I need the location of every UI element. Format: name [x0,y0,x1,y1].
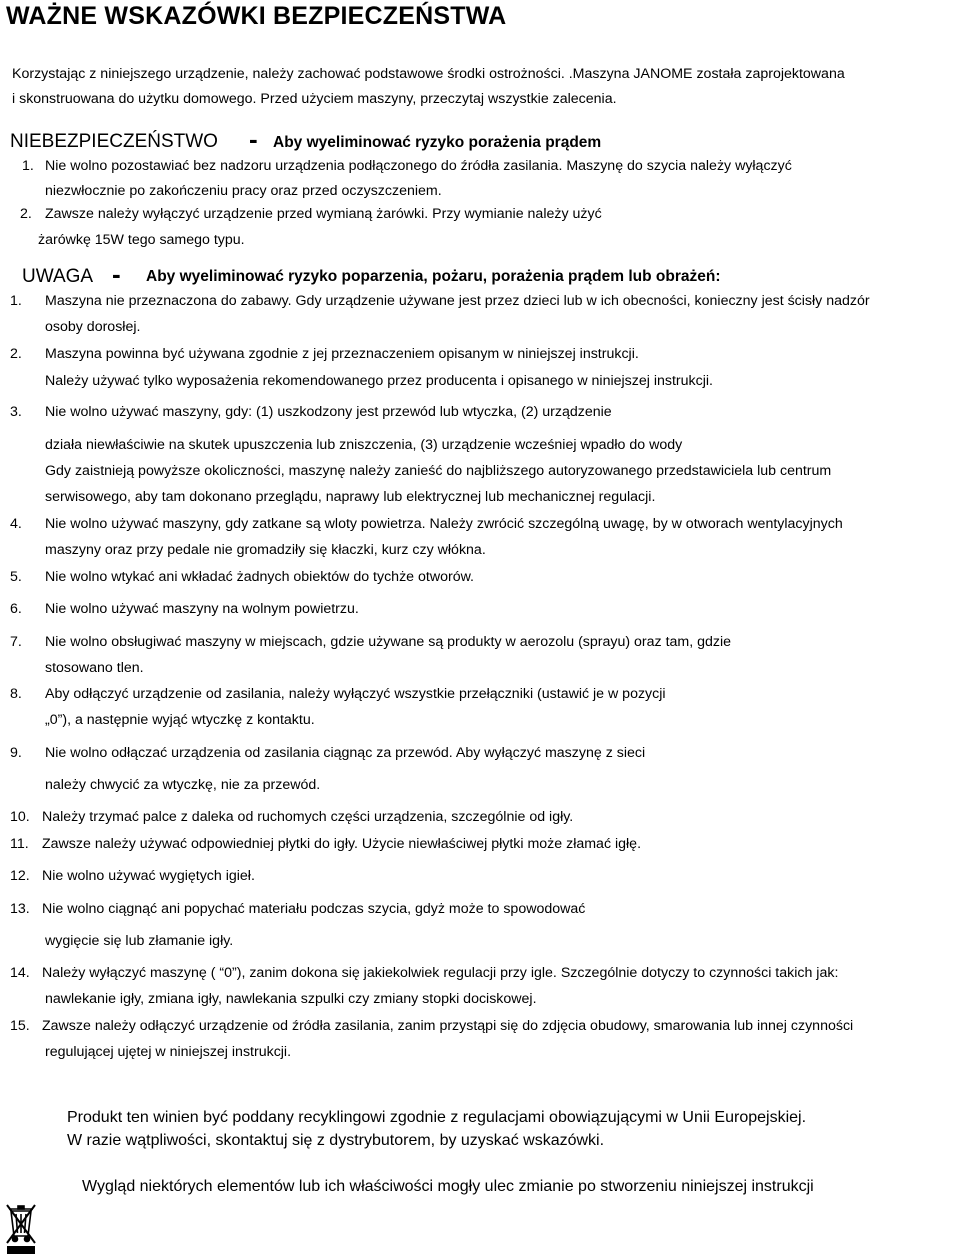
warning-item-2-num: 2. [10,346,22,362]
danger-item-1-line-1: Nie wolno pozostawiać bez nadzoru urządzenia podłączonego do źródła zasilania. Maszynę do szycia należy wyłączyć [45,158,792,174]
warning-item-9-line-2: należy chwycić za wtyczkę, nie za przewód. [45,777,321,793]
danger-item-2-line-1: Zawsze należy wyłączyć urządzenie przed wymianą żarówki. Przy wymianie należy użyć [45,206,602,222]
danger-subtitle: Aby wyeliminować ryzyko porażenia prądem [273,134,602,151]
warning-item-6-num: 6. [10,601,22,617]
warning-item-3-num: 3. [10,404,22,420]
danger-item-1-num: 1. [22,158,34,174]
warning-item-8-num: 8. [10,686,22,702]
warning-item-8-line-2: „0”), a następnie wyjąć wtyczkę z kontaktu. [45,712,315,728]
warning-item-14-line-1: Należy wyłączyć maszynę ( “0”), zanim dokona się jakiekolwiek regulacji przy igle. Szczególnie dotyczy to czynności takich jak: [42,965,839,981]
warning-item-3-line-4: serwisowego, aby tam dokonano przeglądu, naprawy lub elektrycznej lub mechanicznej regulacji. [45,489,656,505]
danger-item-1-line-2: niezwłocznie po zakończeniu pracy oraz przed oczyszczeniem. [45,183,442,199]
intro-line-2: i skonstruowana do użytku domowego. Przed użyciem maszyny, przeczytaj wszystkie zalecenia. [12,91,617,107]
warning-item-14-line-2: nawlekanie igły, zmiana igły, nawlekania szpulki czy zmiany stopki dociskowej. [45,991,537,1007]
warning-label: UWAGA [22,266,94,287]
warning-dash: - [112,259,121,289]
warning-item-1-line-1: Maszyna nie przeznaczona do zabawy. Gdy urządzenie używane jest przez dzieci lub w ich obecności, konieczny jest ścisły nadzór [45,293,870,309]
warning-item-1-line-2: osoby dorosłej. [45,319,141,335]
warning-item-4-num: 4. [10,516,22,532]
warning-item-11-num: 11. [10,836,29,852]
warning-subtitle: Aby wyeliminować ryzyko poparzenia, pożaru, porażenia prądem lub obrażeń: [146,268,721,285]
warning-item-13-line-2: wygięcie się lub złamanie igły. [45,933,234,949]
page-title: WAŻNE WSKAZÓWKI BEZPIECZEŃSTWA [6,2,507,30]
warning-item-4-line-1: Nie wolno używać maszyny, gdy zatkane są wloty powietrza. Należy zwrócić szczególną uwagę, by w otworach wentylacyjnych [45,516,843,532]
warning-item-11-line-1: Zawsze należy używać odpowiedniej płytki do igły. Użycie niewłaściwej płytki może złamać igłę. [42,836,642,852]
warning-item-7-line-2: stosowano tlen. [45,660,144,676]
warning-item-5-num: 5. [10,569,22,585]
warning-item-15-num: 15. [10,1018,30,1034]
warning-item-7-line-1: Nie wolno obsługiwać maszyny w miejscach, gdzie używane są produkty w aerozolu (sprayu) oraz tam, gdzie [45,634,732,650]
warning-item-7-num: 7. [10,634,22,650]
warning-item-9-num: 9. [10,745,22,761]
recycling-note-line-2: W razie wątpliwości, skontaktuj się z dystrybutorem, by uzyskać wskazówki. [67,1132,605,1149]
warning-item-1-num: 1. [10,293,22,309]
crossed-out-wheelie-bin-icon [5,1200,37,1254]
warning-item-4-line-2: maszyny oraz przy pedale nie gromadziły się kłaczki, kurz czy włókna. [45,542,486,558]
warning-item-15-line-1: Zawsze należy odłączyć urządzenie od źródła zasilania, zanim przystąpi się do zdjęcia obudowy, smarowania lub innej czynności [42,1018,854,1034]
danger-label: NIEBEZPIECZEŃSTWO [10,131,218,152]
recycling-note-line-1: Produkt ten winien być poddany recyklingowi zgodnie z regulacjami obowiązującymi w Unii Europejskiej. [67,1109,807,1126]
warning-item-9-line-1: Nie wolno odłączać urządzenia od zasilania ciągnąc za przewód. Aby wyłączyć maszynę z sieci [45,745,646,761]
warning-item-5-line-1: Nie wolno wtykać ani wkładać żadnych obiektów do tychże otworów. [45,569,474,585]
danger-dash: - [249,124,258,154]
intro-line-1: Korzystając z niniejszego urządzenie, należy zachować podstawowe środki ostrożności. .Maszyna JANOME została zaprojektowana [12,66,845,82]
warning-item-13-line-1: Nie wolno ciągnąć ani popychać materiału podczas szycia, gdyż może to spowodować [42,901,586,917]
warning-item-14-num: 14. [10,965,30,981]
warning-item-3-line-3: Gdy zaistnieją powyższe okoliczności, maszynę należy zanieść do najbliższego autoryzowanego przedstawiciela lub centrum [45,463,832,479]
warning-item-10-line-1: Należy trzymać palce z daleka od ruchomych części urządzenia, szczególnie od igły. [42,809,574,825]
danger-item-2-line-2: żarówkę 15W tego samego typu. [38,232,245,248]
warning-item-12-line-1: Nie wolno używać wygiętych igieł. [42,868,255,884]
warning-item-8-line-1: Aby odłączyć urządzenie od zasilania, należy wyłączyć wszystkie przełączniki (ustawić je w pozycji [45,686,666,702]
warning-item-10-num: 10. [10,809,30,825]
disclaimer: Wygląd niektórych elementów lub ich właściwości mogły ulec zmianie po stworzeniu niniejszej instrukcji [82,1178,814,1195]
danger-item-2-num: 2. [20,206,32,222]
warning-item-3-line-2: działa niewłaściwie na skutek upuszczenia lub zniszczenia, (3) urządzenie wcześniej wpadło do wody [45,437,683,453]
warning-item-2-line-2: Należy używać tylko wyposażenia rekomendowanego przez producenta i opisanego w niniejszej instrukcji. [45,373,713,389]
warning-item-6-line-1: Nie wolno używać maszyny na wolnym powietrzu. [45,601,359,617]
warning-item-13-num: 13. [10,901,30,917]
warning-item-2-line-1: Maszyna powinna być używana zgodnie z jej przeznaczeniem opisanym w niniejszej instrukcji. [45,346,639,362]
warning-item-15-line-2: regulującej ujętej w niniejszej instrukcji. [45,1044,292,1060]
warning-item-3-line-1: Nie wolno używać maszyny, gdy: (1) uszkodzony jest przewód lub wtyczka, (2) urządzenie [45,404,612,420]
warning-item-12-num: 12. [10,868,30,884]
